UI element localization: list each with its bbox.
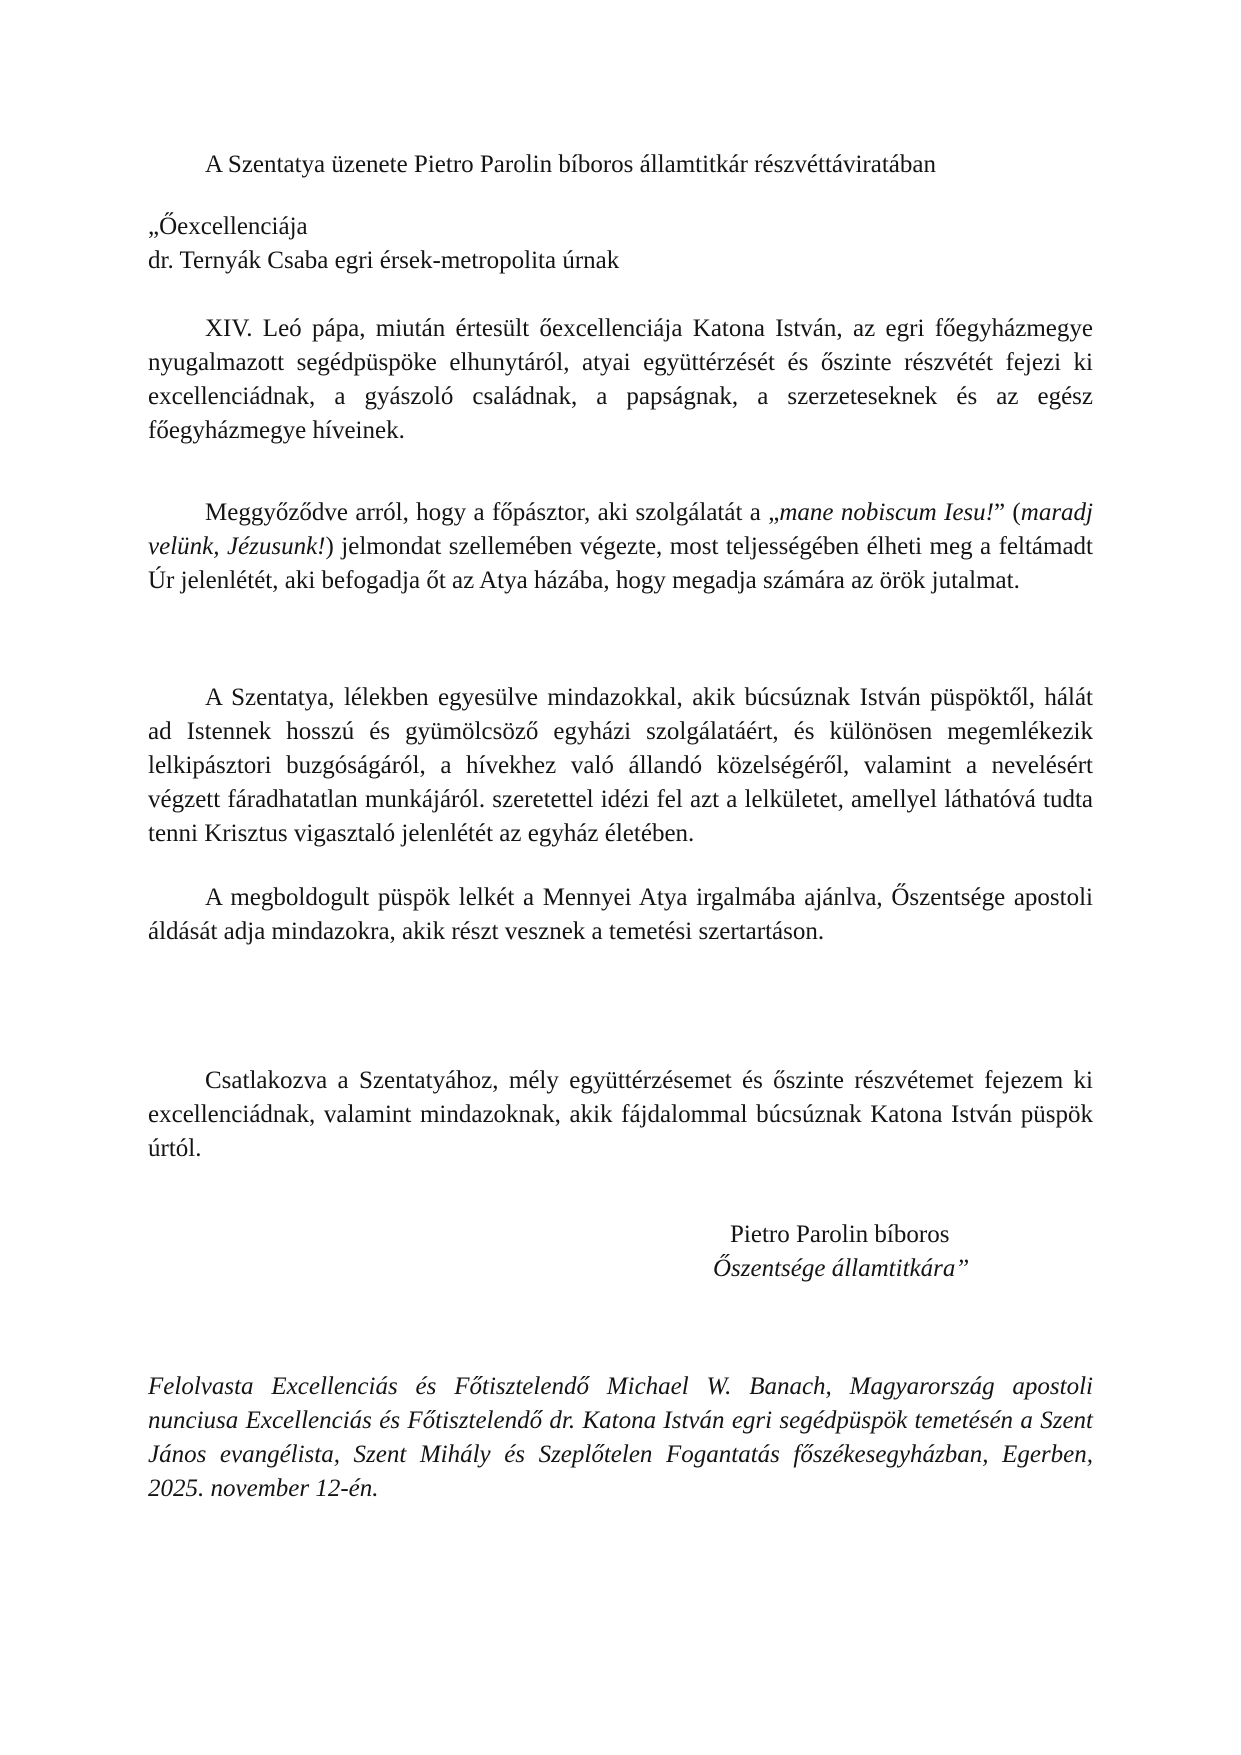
closing-quote: ” (955, 1255, 970, 1282)
motto-text-mid: ” ( (993, 499, 1021, 526)
signature-name: Pietro Parolin bíboros (730, 1221, 950, 1248)
motto-hungarian: maradj velünk, Jézusunk! (148, 499, 1093, 560)
paragraph-personal-condolence: Csatlakozva a Szentatyához, mély együttérzésemet és őszinte részvétemet fejezem ki excellenciádnak, valamint mindazoknak, akik fájdalommal búcsúznak Katona István püspök úrtól. (148, 1067, 1093, 1162)
paragraph-motto (148, 496, 1093, 598)
salutation (148, 210, 1093, 278)
document-title: A Szentatya üzenete Pietro Parolin bíboros államtitkár részvéttáviratában (205, 151, 936, 178)
motto-latin: mane nobiscum Iesu! (779, 499, 994, 526)
signature-title-text: Őszentsége államtitkára (713, 1255, 956, 1282)
salutation-recipient: dr. Ternyák Csaba egri érsek-metropolita úrnak (148, 247, 620, 274)
footer-reading-note: Felolvasta Excellenciás és Főtisztelendő Michael W. Banach, Magyarország apostoli nunciusa Excellenciás és Főtisztelendő dr. Katona István egri segédpüspök temetésén a Szent János evangélista, Szent Mihály és Szeplőtelen Fogantatás főszékesegyházban, Egerben, 2025. november 12-én. (148, 1373, 1093, 1502)
paragraph-blessing: A megboldogult püspök lelkét a Mennyei Atya irgalmába ajánlva, Őszentsége apostoli áldását adja mindazokra, akik részt vesznek a temetési szertartáson. (148, 884, 1093, 945)
motto-text-after: ) jelmondat szellemében végezte, most teljességében élheti meg a feltámadt Úr jelenlétét, aki befogadja őt az Atya házába, hogy megadja számára az örök jutalmat. (148, 533, 1093, 594)
paragraph-condolence: XIV. Leó pápa, miután értesült őexcellenciája Katona István, az egri főegyházmegye nyugalmazott segédpüspöke elhunytáról, atyai együttérzését és őszinte részvétét fejezi ki excellenciádnak, a gyászoló családnak, a papságnak, a szerzeteseknek és az egész főegyházmegye híveinek. (148, 315, 1093, 444)
paragraph-remembrance: A Szentatya, lélekben egyesülve mindazokkal, akik búcsúznak István püspöktől, hálát ad Istennek hosszú és gyümölcsöző egyházi szolgálatáért, és különösen megemlékezik lelkipásztori buzgóságáról, a hívekhez való állandó közelségéről, valamint a nevelésért végzett fáradhatatlan munkájáról. szeretettel idézi fel azt a lelkületet, amellyel láthatóvá tudta tenni Krisztus vigasztaló jelenlétét az egyház életében. (148, 684, 1093, 847)
motto-text-before: Meggyőződve arról, hogy a főpásztor, aki szolgálatát a „ (205, 499, 780, 526)
salutation-honorific: „Őexcellenciája (148, 213, 308, 240)
signature-title (713, 1252, 969, 1286)
